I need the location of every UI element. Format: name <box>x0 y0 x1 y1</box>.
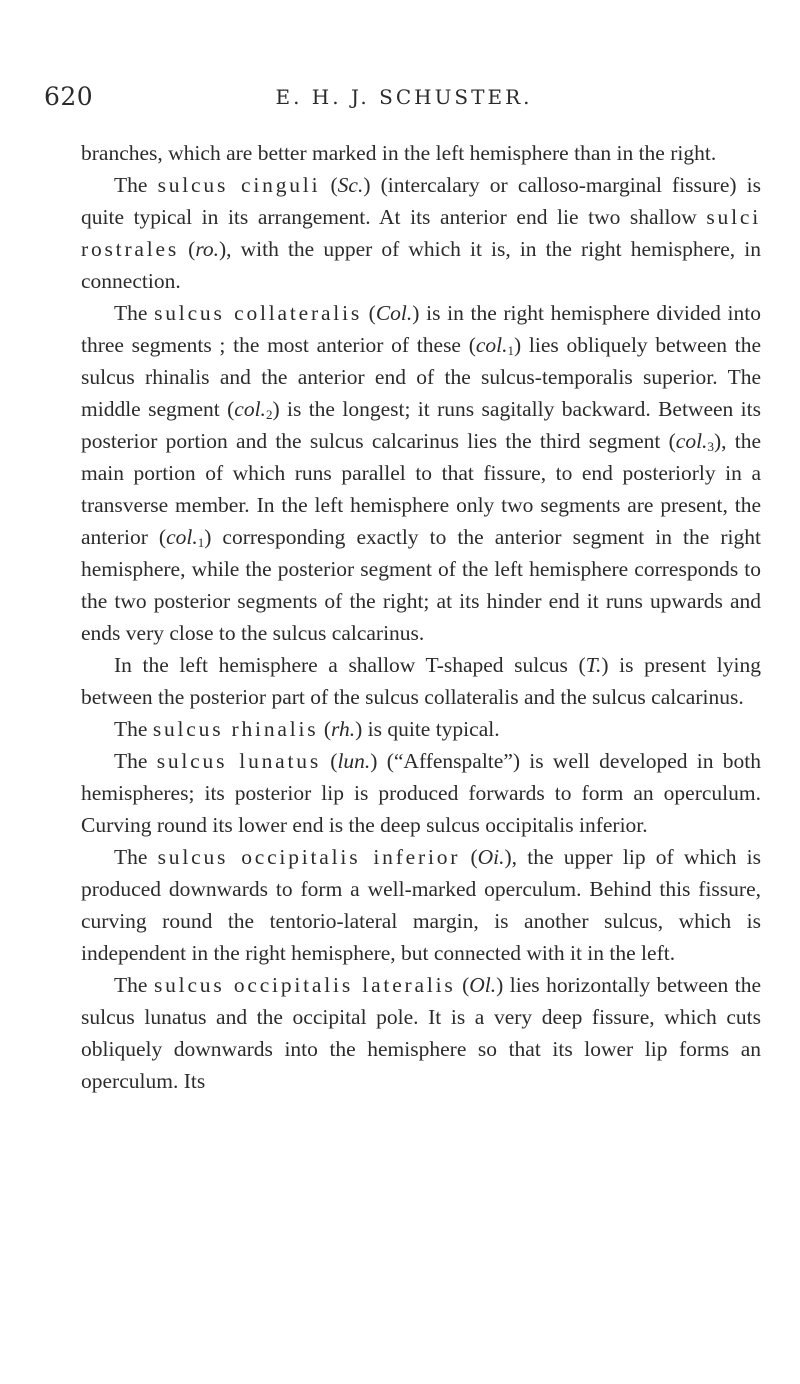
page-number: 620 <box>44 82 94 111</box>
term: sulcus occipitalis lateralis <box>153 973 456 997</box>
subscript: 2 <box>265 407 273 422</box>
abbreviation: col. <box>234 397 266 421</box>
term: sulcus lunatus <box>156 749 322 773</box>
paragraph: The sulcus occipitalis inferior (Oi.), the upper lip of which is produced downwards to form a well-marked operculum. Behind this fissure, curving round the tentorio-lateral margin, is another sulcus, which is independent in the right hemisphere, but connected with it in the left. <box>81 845 761 965</box>
paragraph: The sulcus collateralis (Col.) is in the right hemisphere divided into three segments ; the most anterior of these $(col._1)$ lies obliquely between the sulcus rhinalis and the anterior end of the sulcus-temporalis superior. The middle segment $(col._2)$ is the longest; it runs sagitally backward. Between its posterior portion and the sulcus calcarinus lies the third segment $(col._3)$, the main portion of which runs parallel to that fissure, to end posteriorly in a transverse member. In the left hemisphere only two segments are present, the anterior $(col._1)$ corresponding exactly to the anterior segment in the right hemisphere, while the posterior segment of the left hemisphere corresponds to the two posterior segments of the right; at its hinder end it runs upwards and ends very close to the sulcus calcarinus. <box>81 301 762 645</box>
paragraph: branches, which are better marked in the left hemisphere than in the right. <box>81 141 717 165</box>
paragraph: The sulcus occipitalis lateralis (Ol.) lies horizontally between the sulcus lunatus and the occipital pole. It is a very deep fissure, which cuts obliquely downwards into the hemisphere so that its lower lip forms an operculum. Its <box>81 973 761 1093</box>
abbreviation: col. <box>675 429 708 453</box>
paragraph: The sulcus rhinalis (rh.) is quite typical. <box>114 717 500 741</box>
abbreviation: Col. <box>375 301 413 325</box>
term: sulcus rhinalis <box>152 717 319 741</box>
abbreviation: col. <box>166 525 198 549</box>
term: sulcus collateralis <box>154 301 363 325</box>
term: sulcus occipitalis inferior <box>157 845 461 869</box>
subscript: 1 <box>197 535 205 550</box>
term: sulcus cinguli <box>157 173 321 197</box>
abbreviation: lun. <box>337 749 371 773</box>
abbreviation: col. <box>475 333 508 357</box>
abbreviation: Sc. <box>337 173 364 197</box>
abbreviation: Ol. <box>469 973 497 997</box>
paragraph: The sulcus lunatus (lun.) (“Affenspalte”) is well developed in both hemispheres; its posterior lip is produced forwards to form an operculum. Curving round its lower end is the deep sulcus occipitalis inferior. <box>81 749 761 837</box>
abbreviation: Oi. <box>477 845 505 869</box>
subscript: 3 <box>707 439 714 454</box>
term: sulci rostrales <box>81 205 761 261</box>
page-header <box>44 82 764 122</box>
paragraph: The sulcus cinguli (Sc.) (intercalary or calloso-marginal fissure) is quite typical in its arrangement. At its anterior end lie two shallow sulci rostrales (ro.), with the upper of which it is, in the right hemisphere, in connection. <box>81 173 761 293</box>
body-text <box>81 137 761 1097</box>
paragraph: In the left hemisphere a shallow T-shaped sulcus (T.) is present lying between the posterior part of the sulcus collateralis and the sulcus calcarinus. <box>81 653 761 709</box>
running-head: E. H. J. SCHUSTER. <box>275 85 533 109</box>
abbreviation: T. <box>585 653 602 677</box>
abbreviation: rh. <box>330 717 356 741</box>
subscript: 1 <box>507 343 515 358</box>
abbreviation: ro. <box>195 237 220 261</box>
